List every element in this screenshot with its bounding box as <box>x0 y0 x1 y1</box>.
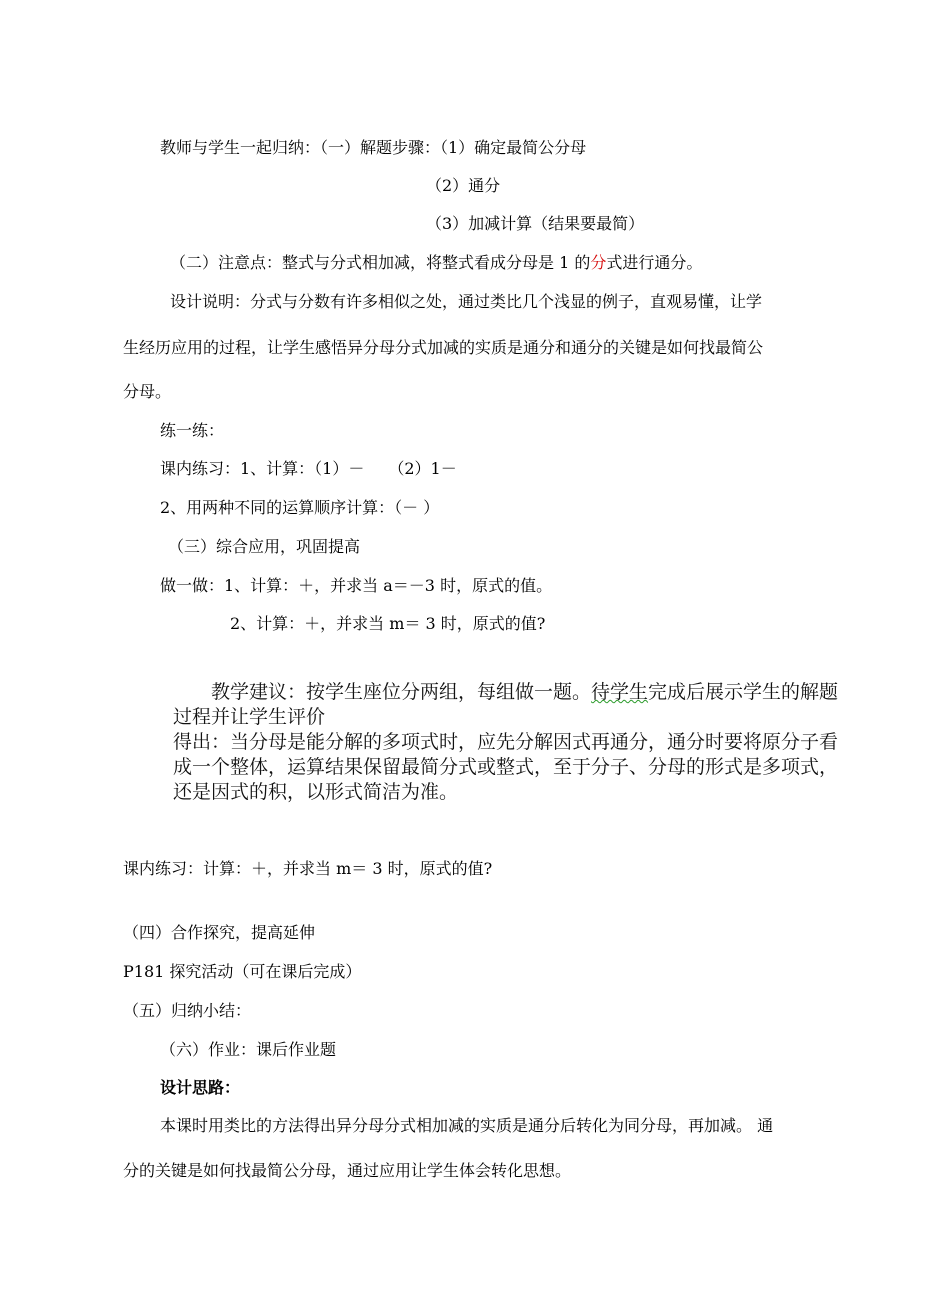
section-3-item-2: 2、计算：＋，并求当 m＝ 3 时，原式的值? <box>230 614 546 633</box>
section-4-heading: （四）合作探究，提高延伸 <box>123 923 316 942</box>
attention-point <box>170 253 702 273</box>
teaching-note <box>173 680 893 805</box>
attention-text: （二）注意点：整式与分式相加减，将整式看成分母是 1 的 <box>170 253 591 272</box>
teaching-note-marked-text: 待学生 <box>591 681 649 703</box>
section-3-heading: （三）综合应用，巩固提高 <box>168 537 361 556</box>
design-note-line-1: 设计说明：分式与分数有许多相似之处，通过类比几个浅显的例子，直观易懂，让学 <box>170 292 763 311</box>
teaching-note-line-5: 还是因式的积，以形式简洁为准。 <box>173 781 459 803</box>
section-6-heading: （六）作业：课后作业题 <box>160 1040 337 1059</box>
attention-red-char: 分 <box>590 253 607 272</box>
practice-heading: 练一练： <box>160 421 225 440</box>
teaching-note-line-4: 成一个整体，运算结果保留最简分式或整式，至于分子、分母的形式是多项式， <box>173 756 839 778</box>
design-note-line-2: 生经历应用的过程，让学生感悟异分母分式加减的实质是通分和通分的关键是如何找最简公 <box>123 338 764 357</box>
teaching-note-line-2: 过程并让学生评价 <box>173 706 326 728</box>
design-idea-heading: 设计思路： <box>160 1078 241 1097</box>
section-4-activity: P181 探究活动（可在课后完成） <box>123 962 362 981</box>
teaching-note-text: 教学建议：按学生座位分两组，每组做一题。 <box>211 681 592 703</box>
section-3-item-1: 做一做：1、计算：＋，并求当 a＝－3 时，原式的值。 <box>160 576 553 595</box>
teaching-note-line-3: 得出：当分母是能分解的多项式时，应先分解因式再通分，通分时要将原分子看 <box>173 731 839 753</box>
attention-text-end: 式进行通分。 <box>606 253 703 272</box>
teaching-note-line-1 <box>173 680 893 705</box>
design-idea-line-1: 本课时用类比的方法得出异分母分式相加减的实质是通分后转化为同分母，再加减。 通 <box>160 1116 774 1135</box>
design-note-line-3: 分母。 <box>123 382 172 401</box>
teaching-note-text-end: 完成后展示学生的解题 <box>648 681 839 703</box>
section-5-heading: （五）归纳小结： <box>123 1001 252 1020</box>
summary-line-2: （2）通分 <box>426 176 501 195</box>
design-idea-line-2: 分的关键是如何找最简公分母，通过应用让学生体会转化思想。 <box>123 1161 572 1180</box>
classwork-item: 课内练习：计算：＋，并求当 m＝ 3 时，原式的值? <box>123 859 493 878</box>
practice-item-1: 课内练习：1、计算：（1）－ （2）1－ <box>160 459 457 478</box>
summary-line-3: （3）加减计算（结果要最简） <box>426 214 645 233</box>
practice-item-2: 2、用两种不同的运算顺序计算：（－ ） <box>160 498 440 517</box>
summary-line-1: 教师与学生一起归纳：（一）解题步骤：（1）确定最简公分母 <box>160 138 587 157</box>
